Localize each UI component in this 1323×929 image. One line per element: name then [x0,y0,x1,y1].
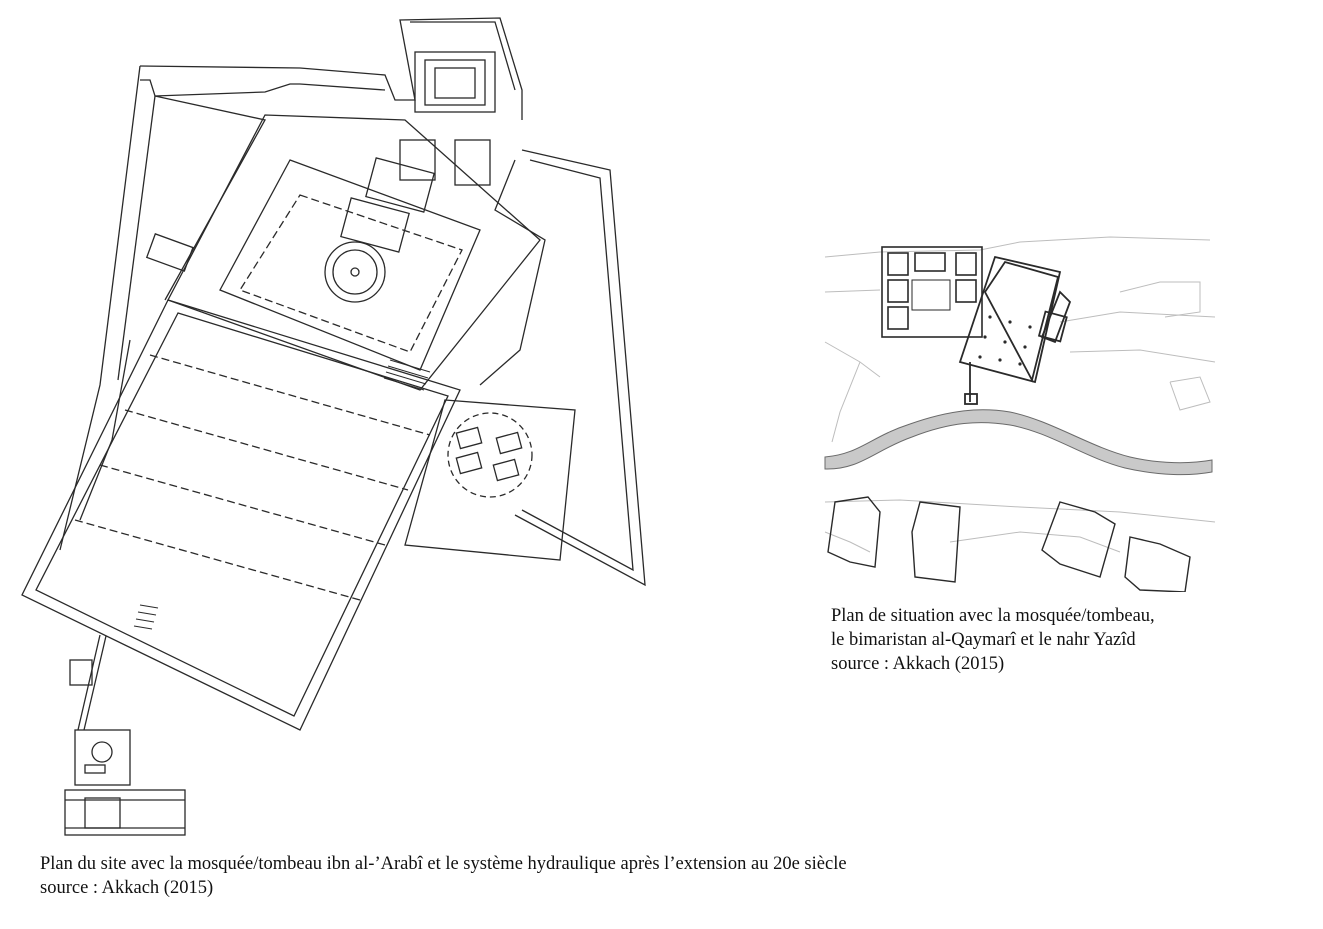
mosque-tomb-building [960,257,1070,404]
east-garden [480,150,645,585]
bimaristan-building [882,247,982,337]
nahr-yazid-river [825,410,1212,475]
west-enclosure [60,66,265,550]
mosque-columns [978,315,1031,365]
situation-caption-line-1: Plan de situation avec la mosquée/tombeau, [831,606,1155,626]
situation-plan-caption [831,604,1155,676]
site-plan-drawing [0,0,720,850]
site-plan-caption [40,852,847,900]
street-lines [825,237,1215,552]
situation-caption-line-2: le bimaristan al-Qaymarî et le nahr Yazîd [831,630,1136,650]
north-porch [400,52,495,185]
situation-plan-drawing [820,232,1220,592]
situation-caption-source: source : Akkach (2015) [831,654,1005,674]
south-blocks [828,497,1190,592]
ablution-fountain [405,400,575,560]
courtyard [168,115,540,390]
site-caption-source: source : Akkach (2015) [40,878,214,898]
stair-marks [134,360,430,629]
prayer-hall [22,300,460,730]
site-caption-line-1: Plan du site avec la mosquée/tombeau ibn al-’Arabî et le système hydraulique après l’extension au 20e siècle [40,854,847,874]
